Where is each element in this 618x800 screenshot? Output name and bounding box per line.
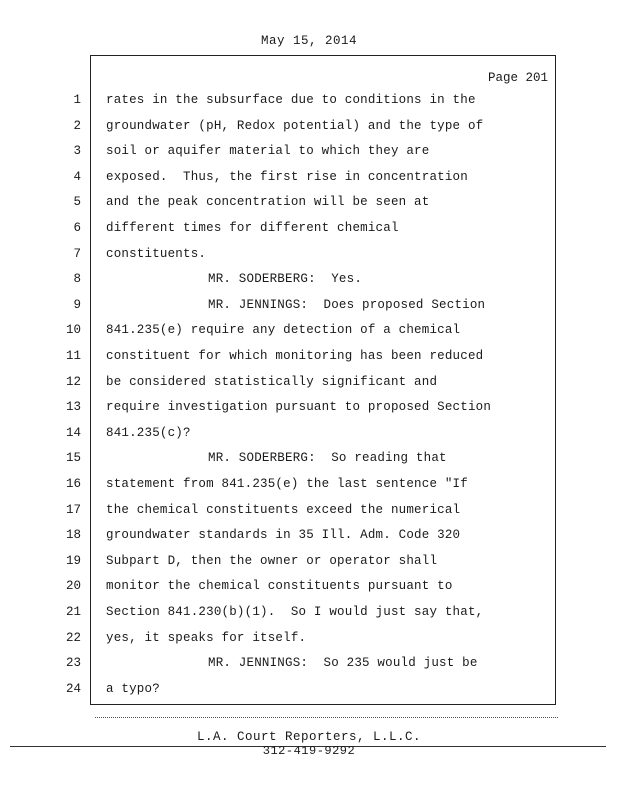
line-number: 13 — [65, 400, 81, 415]
transcript-line-text: MR. JENNINGS: So 235 would just be — [208, 656, 478, 671]
line-number: 22 — [65, 630, 81, 645]
transcript-line-text: 841.235(c)? — [106, 425, 191, 440]
transcript-line-text: exposed. Thus, the first rise in concentration — [106, 169, 468, 184]
frame-shadow — [95, 705, 558, 718]
transcript-line-text: 841.235(e) require any detection of a chemical — [106, 323, 461, 338]
line-number: 3 — [73, 144, 81, 159]
line-number: 6 — [73, 221, 81, 235]
transcript-line-text: different times for different chemical — [106, 221, 399, 235]
line-number: 14 — [65, 425, 81, 440]
line-number: 4 — [73, 169, 81, 184]
line-number: 7 — [73, 246, 81, 261]
transcript-line-text: require investigation pursuant to proposed Section — [106, 400, 492, 415]
transcript-line-text: MR. SODERBERG: Yes. — [208, 272, 363, 287]
line-number: 10 — [65, 323, 81, 338]
line-number: 9 — [73, 297, 81, 312]
transcript-line-text: groundwater (pH, Redox potential) and the type of — [106, 118, 484, 133]
transcript-line-text: Subpart D, then the owner or operator shall — [106, 553, 438, 568]
line-number: 12 — [65, 374, 81, 389]
transcript-line-text: constituent for which monitoring has been reduced — [106, 349, 484, 363]
line-number: 11 — [65, 349, 81, 363]
line-number: 23 — [65, 656, 81, 671]
line-number: 18 — [65, 528, 81, 543]
line-number: 15 — [65, 451, 81, 466]
page-number-label: Page 201 — [487, 71, 548, 85]
transcript-line-text: soil or aquifer material to which they are — [106, 144, 430, 159]
transcript-line-text: statement from 841.235(e) the last sentence "If — [106, 477, 468, 491]
transcript-line-text: a typo? — [106, 681, 160, 696]
transcript-line-text: monitor the chemical constituents pursuant to — [106, 579, 453, 594]
line-number: 5 — [73, 195, 81, 210]
line-number: 2 — [73, 118, 81, 133]
transcript-line-text: MR. JENNINGS: Does proposed Section — [208, 297, 486, 312]
line-number: 1 — [73, 93, 81, 107]
transcript-line-text: the chemical constituents exceed the numerical — [106, 502, 461, 517]
transcript-line-text: rates in the subsurface due to conditions in the — [106, 93, 476, 107]
transcript-line-text: MR. SODERBERG: So reading that — [208, 451, 447, 466]
line-number: 17 — [65, 502, 81, 517]
footer-company: L.A. Court Reporters, L.L.C. — [196, 730, 422, 744]
line-number: 24 — [65, 681, 81, 696]
header-date: May 15, 2014 — [260, 34, 357, 48]
transcript-line-text: yes, it speaks for itself. — [106, 630, 307, 645]
line-number: 8 — [73, 272, 81, 287]
transcript-line-text: constituents. — [106, 246, 207, 261]
transcript-line-text: and the peak concentration will be seen at — [106, 195, 430, 210]
footer-phone: 312-419-9292 — [262, 744, 356, 758]
line-number: 21 — [65, 605, 81, 619]
line-number: 16 — [65, 477, 81, 491]
transcript-line-text: Section 841.230(b)(1). So I would just say that, — [106, 605, 484, 619]
transcript-line-text: groundwater standards in 35 Ill. Adm. Code 320 — [106, 528, 461, 543]
line-number: 19 — [65, 553, 81, 568]
transcript-line-text: be considered statistically significant and — [106, 374, 438, 389]
line-number: 20 — [65, 579, 81, 594]
